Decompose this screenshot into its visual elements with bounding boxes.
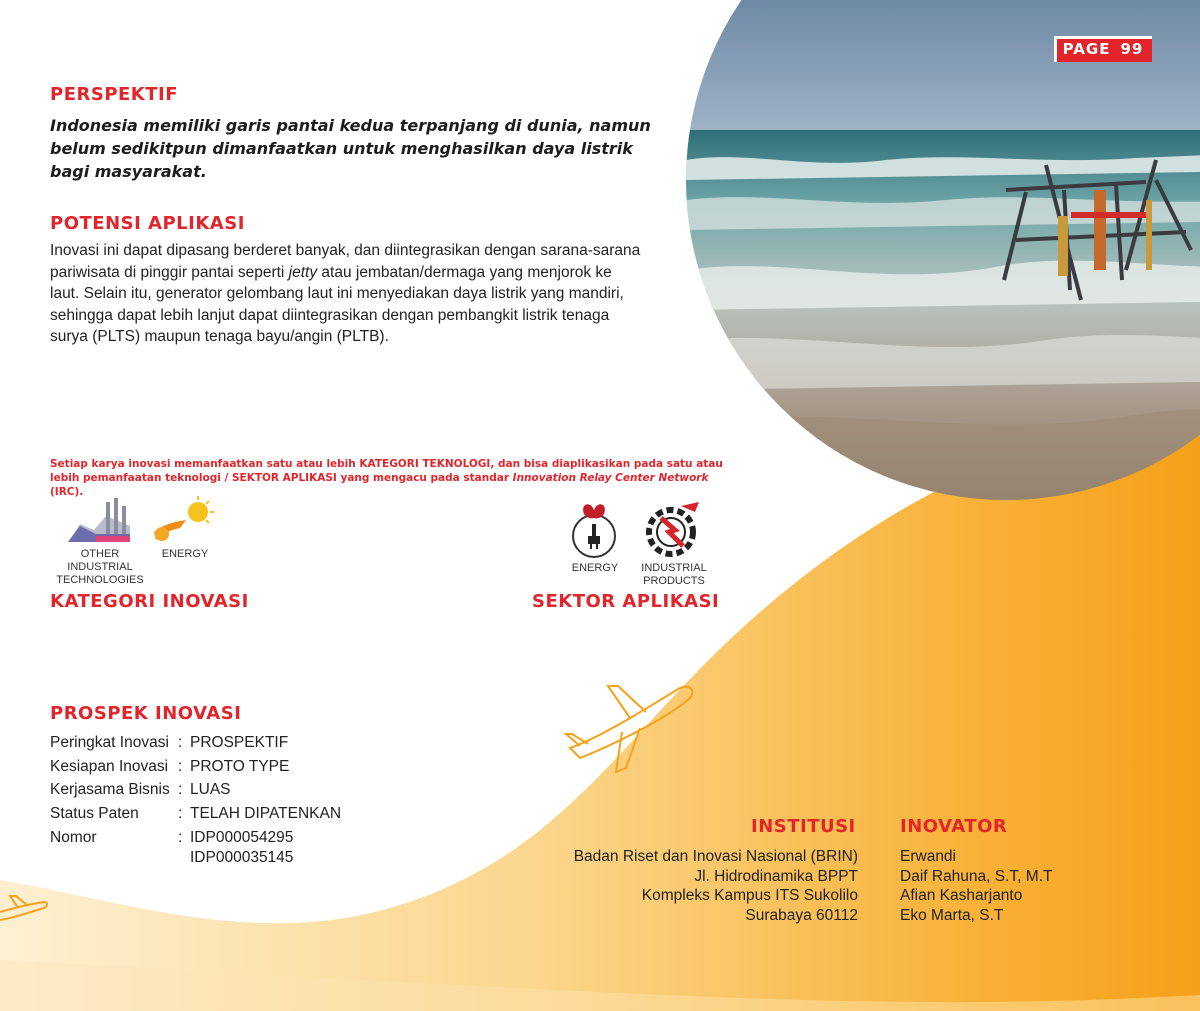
- page-number-badge: [1054, 36, 1152, 62]
- airplane-small-icon: [0, 890, 50, 930]
- institusi-address: [540, 847, 858, 925]
- inovator-line: Erwandi: [900, 848, 956, 865]
- inovator-line: Eko Marta, S.T: [900, 906, 1004, 924]
- sektor-caption-industrial: INDUSTRIAL PRODUCTS: [641, 562, 707, 587]
- institusi-line: Badan Riset dan Inovasi Nasional (BRIN): [573, 848, 858, 865]
- inovator-names: [900, 847, 1150, 925]
- note-line: lebih pemanfaatan teknologi / SEKTOR APLIKASI yang mengacu pada standar Innovation Relay Center Network (IRC).: [50, 472, 709, 498]
- sektor-caption-energy: ENERGY: [571, 562, 619, 574]
- potensi-line: laut. Selain itu, generator gelombang laut ini menyediakan daya listrik yang mandiri,: [50, 285, 624, 302]
- page-label: PAGE: [1062, 40, 1111, 58]
- perspektif-line: bagi masyarakat.: [50, 162, 207, 181]
- institusi-line: Kompleks Kampus ITS Sukolilo: [641, 887, 858, 904]
- perspektif-line: belum sedikitpun dimanfaatkan untuk menghasilkan daya listrik: [50, 139, 633, 158]
- inovator-line: Afian Kasharjanto: [900, 887, 1023, 904]
- potensi-text: [50, 240, 660, 348]
- industrial-products-gear-icon: [641, 500, 703, 560]
- page-number: 99: [1120, 40, 1144, 58]
- irc-note: [50, 457, 740, 499]
- prospek-row-nomor: Nomor : IDP000054295 IDP000035145: [50, 829, 294, 866]
- prospek-row-kerjasama: Kerjasama Bisnis : LUAS: [50, 781, 231, 798]
- note-line: Setiap karya inovasi memanfaatkan satu atau lebih KATEGORI TEKNOLOGI, dan bisa diaplikasikan pada satu atau: [50, 458, 723, 470]
- perspektif-title: PERSPEKTIF: [50, 84, 179, 105]
- potensi-line: sehingga dapat lebih lanjut dapat diintegrasikan dengan pembangkit listrik tenaga: [50, 306, 610, 324]
- kategori-title: KATEGORI INOVASI: [50, 591, 249, 612]
- institusi-line: Jl. Hidrodinamika BPPT: [694, 867, 858, 885]
- institusi-title: INSTITUSI: [751, 816, 856, 837]
- inovator-line: Daif Rahuna, S.T, M.T: [900, 867, 1053, 885]
- airplane-outline-icon: [560, 676, 700, 776]
- prospek-row-status-paten: Status Paten : TELAH DIPATENKAN: [50, 805, 342, 822]
- energy-plug-icon: [570, 500, 618, 560]
- potensi-line: pariwisata di pinggir pantai seperti jetty atau jembatan/dermaga yang menjorok ke: [50, 263, 612, 281]
- perspektif-text: [50, 114, 670, 183]
- perspektif-line: Indonesia memiliki garis pantai kedua terpanjang di dunia, namun: [50, 116, 651, 135]
- industrial-technologies-icon: [66, 496, 132, 544]
- potensi-line: surya (PLTS) maupun tenaga bayu/angin (PLTB).: [50, 328, 389, 345]
- sektor-title: SEKTOR APLIKASI: [532, 591, 720, 612]
- energy-sun-icon: [150, 496, 216, 544]
- prospek-title: PROSPEK INOVASI: [50, 703, 242, 724]
- potensi-line: Inovasi ini dapat dipasang berderet banyak, dan diintegrasikan dengan sarana-sarana: [50, 242, 641, 259]
- prospek-row-kesiapan: Kesiapan Inovasi : PROTO TYPE: [50, 758, 290, 775]
- prospek-row-peringkat: Peringkat Inovasi : PROSPEKTIF: [50, 734, 289, 751]
- potensi-title: POTENSI APLIKASI: [50, 213, 245, 234]
- institusi-line: Surabaya 60112: [745, 906, 858, 924]
- kategori-caption-industrial: OTHER INDUSTRIAL TECHNOLOGIES: [56, 548, 144, 586]
- inovator-title: INOVATOR: [900, 816, 1008, 837]
- kategori-caption-energy: ENERGY: [161, 548, 209, 560]
